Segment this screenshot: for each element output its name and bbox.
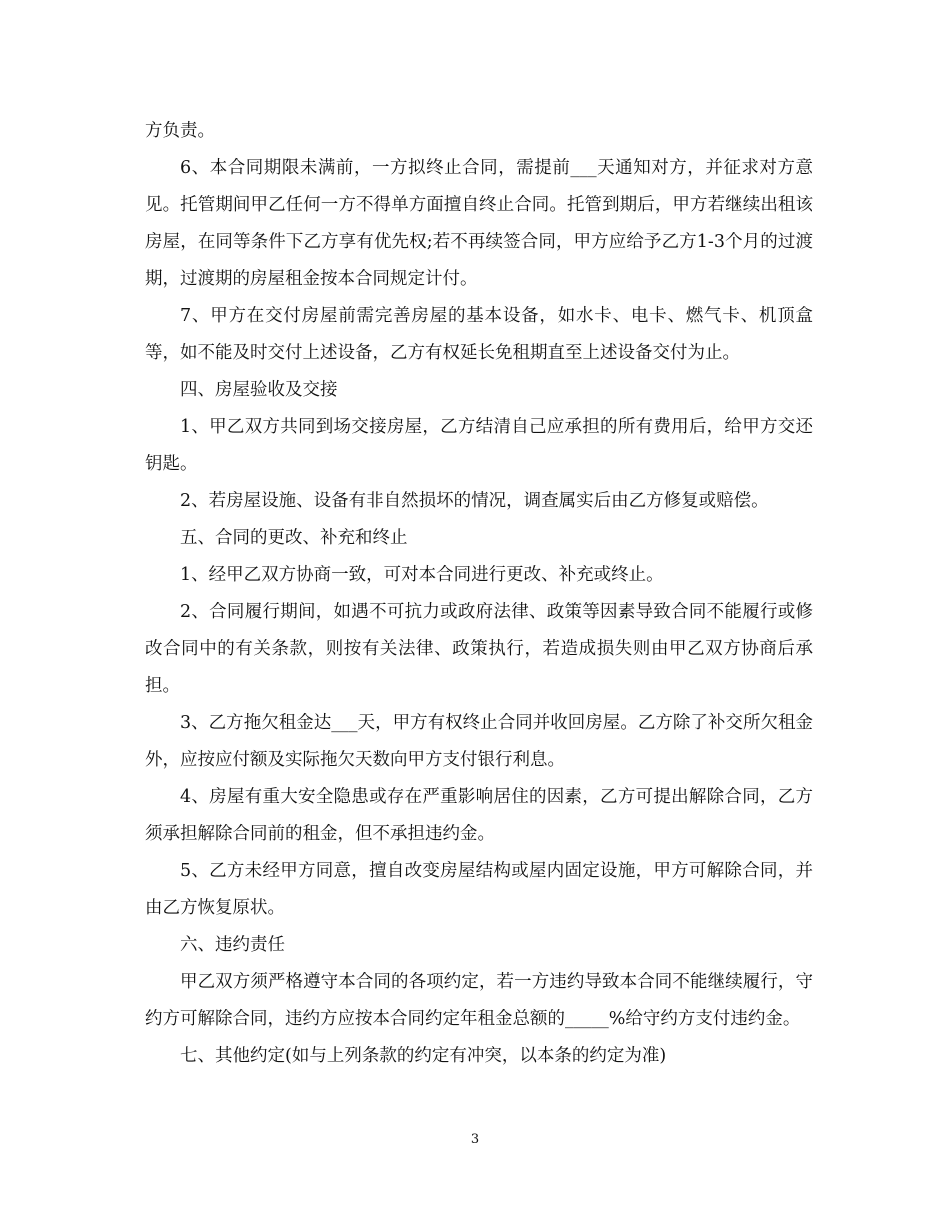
section-5-clause-3: 3、乙方拖欠租金达___天，甲方有权终止合同并收回房屋。乙方除了补交所欠租金外，应按应付额及实际拖欠天数向甲方支付银行利息。: [145, 713, 813, 770]
section-heading-6: 六、违约责任: [180, 935, 285, 955]
section-heading-5: 五、合同的更改、补充和终止: [180, 528, 408, 548]
document-body: [145, 113, 813, 1075]
clause-6: 6、本合同期限未满前，一方拟终止合同，需提前___天通知对方，并征求对方意见。托管期间甲乙任何一方不得单方面擅自终止合同。托管到期后，甲方若继续出租该房屋，在同等条件下乙方享有优先权;若不再续签合同，甲方应给予乙方1-3个月的过渡期，过渡期的房屋租金按本合同规定计付。: [145, 158, 813, 289]
section-heading-4: 四、房屋验收及交接: [180, 380, 338, 400]
page-number: 3: [470, 1132, 480, 1147]
section-5-clause-4: 4、房屋有重大安全隐患或存在严重影响居住的因素，乙方可提出解除合同，乙方须承担解除合同前的租金，但不承担违约金。: [145, 787, 813, 844]
paragraph-continuation: 方负责。: [145, 121, 215, 141]
section-4-clause-2: 2、若房屋设施、设备有非自然损坏的情况，调查属实后由乙方修复或赔偿。: [180, 491, 769, 511]
section-6-paragraph: 甲乙双方须严格遵守本合同的各项约定，若一方违约导致本合同不能继续履行，守约方可解除合同，违约方应按本合同约定年租金总额的_____%给守约方支付违约金。: [145, 972, 813, 1029]
clause-7: 7、甲方在交付房屋前需完善房屋的基本设备，如水卡、电卡、燃气卡、机顶盒等，如不能及时交付上述设备，乙方有权延长免租期直至上述设备交付为止。: [145, 306, 813, 363]
section-5-clause-2: 2、合同履行期间，如遇不可抗力或政府法律、政策等因素导致合同不能履行或修改合同中的有关条款，则按有关法律、政策执行，若造成损失则由甲乙双方协商后承担。: [145, 602, 813, 696]
section-heading-7: 七、其他约定(如与上列条款的约定有冲突，以本条的约定为准): [180, 1046, 667, 1066]
section-4-clause-1: 1、甲乙双方共同到场交接房屋，乙方结清自己应承担的所有费用后，给甲方交还钥匙。: [145, 417, 813, 474]
section-5-clause-5: 5、乙方未经甲方同意，擅自改变房屋结构或屋内固定设施，甲方可解除合同，并由乙方恢复原状。: [145, 861, 813, 918]
section-5-clause-1: 1、经甲乙双方协商一致，可对本合同进行更改、补充或终止。: [180, 565, 664, 585]
